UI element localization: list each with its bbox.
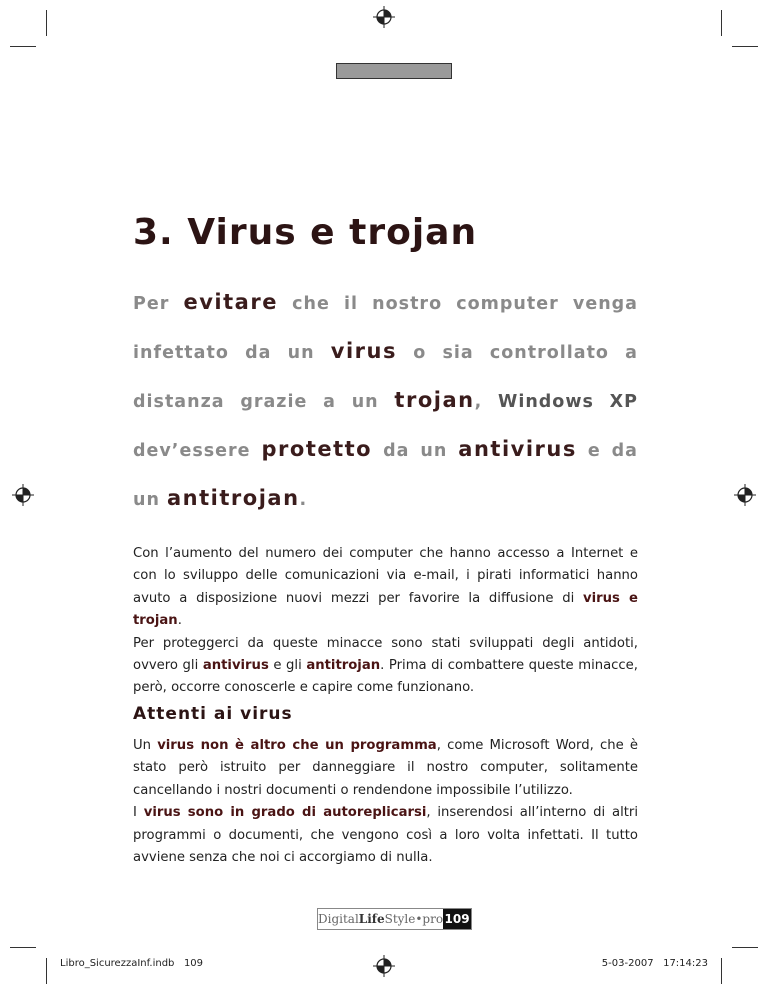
intro-text: e da un — [133, 441, 638, 510]
intro-highlight: trojan — [394, 388, 475, 412]
registration-mark-icon — [12, 484, 34, 506]
body-text: . Prima di combattere queste minacce, però, occorre conoscerle e capire come funzionano. — [133, 658, 638, 696]
intro-text: Windows XP — [498, 392, 639, 412]
body-text: Un — [133, 738, 158, 753]
intro-text: che il nostro computer venga infettato da un — [133, 294, 638, 363]
intro-text: o sia controllato a distanza grazie a un — [133, 343, 638, 412]
intro-text: . — [299, 490, 308, 510]
brand-part: Digital — [318, 912, 359, 926]
slug-datetime: 5-03-2007 17:14:23 — [601, 958, 708, 969]
footer-brand — [318, 909, 443, 929]
body-text: I — [133, 805, 144, 821]
crop-mark — [732, 947, 758, 948]
intro-text: Per — [133, 294, 184, 314]
crop-mark — [10, 46, 36, 47]
body-text: Con l’aumento del numero dei computer che hanno accesso a Internet e con lo sviluppo delle comunicazioni via e-mail, i pirati informatici hanno avuto a disposizione nuovi mezzi per favorire la diffusione di — [133, 546, 638, 606]
registration-mark-icon — [373, 955, 395, 977]
registration-mark-icon — [734, 484, 756, 506]
crop-mark — [46, 958, 47, 984]
body-emphasis: virus e trojan — [133, 590, 638, 629]
chapter-intro — [133, 279, 638, 524]
body-emphasis: virus sono in grado di autoreplicarsi — [143, 805, 427, 821]
header-bar — [336, 63, 452, 79]
intro-text: dev’essere — [133, 441, 262, 461]
crop-mark — [721, 10, 722, 36]
crop-mark — [10, 947, 36, 948]
crop-mark — [721, 958, 722, 984]
intro-text: da un — [372, 441, 459, 461]
body-text: . — [177, 613, 182, 629]
intro-highlight: virus — [330, 339, 397, 363]
intro-highlight: evitare — [183, 290, 278, 314]
chapter-title: 3. Virus e trojan — [133, 212, 478, 253]
body-text: Per proteggerci da queste minacce sono stati sviluppati degli antidoti, ovvero gli — [133, 635, 638, 674]
body-text: , inserendosi all’interno di altri programmi o documenti, che vengono così a loro volta infettati. Il tutto avviene senza che noi ci accorgiamo di nulla. — [133, 805, 638, 866]
page-number: 109 — [443, 909, 471, 929]
section-title: Attenti ai virus — [133, 704, 293, 724]
intro-text: , — [474, 392, 499, 412]
slug-file: Libro_SicurezzaInf.indb 109 — [60, 958, 204, 969]
body-text: , come Microsoft Word, che è stato però istruito per danneggiare il nostro computer, solitamente cancellando i nostri documenti o rendendone impossibile l’utilizzo. — [133, 738, 638, 798]
body-paragraph — [133, 735, 638, 869]
brand-part: Life — [358, 912, 385, 926]
body-emphasis: virus non è altro che un programma — [157, 738, 437, 753]
body-emphasis: antivirus — [202, 658, 269, 674]
page-footer — [317, 908, 472, 930]
crop-mark — [46, 10, 47, 36]
body-text: e gli — [268, 658, 307, 674]
intro-highlight: antivirus — [458, 437, 577, 461]
intro-highlight: protetto — [261, 437, 373, 461]
intro-highlight: antitrojan — [167, 486, 300, 510]
registration-mark-icon — [373, 6, 395, 28]
body-paragraph — [133, 543, 638, 700]
crop-mark — [732, 46, 758, 47]
body-emphasis: antitrojan — [306, 658, 381, 674]
brand-part: Style•pro — [384, 912, 444, 926]
